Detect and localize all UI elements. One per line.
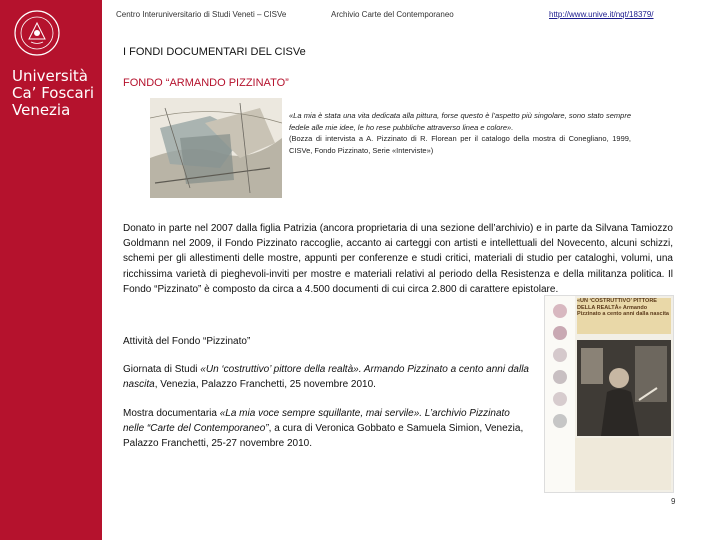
- event-title: «Un ‘costruttivo’ pittore della realtà». Armando Pizzinato a cento anni dalla nascita: [123, 364, 529, 390]
- quote-source: (Bozza di intervista a A. Pizzinato di R. Florean per il catalogo della mostra di Conegliano, 1999, CISVe, Fondo Pizzinato, Serie «Interviste»): [289, 134, 631, 155]
- poster-photo: [577, 340, 671, 436]
- event-details: , a cura di Veronica Gobbato e Samuela Simion, Venezia, Palazzo Franchetti, 25-27 novembre 2010.: [123, 423, 524, 449]
- university-name: [12, 68, 100, 119]
- event-item: [123, 362, 529, 392]
- fondo-title: FONDO “ARMANDO PIZZINATO”: [123, 77, 289, 89]
- poster-logo-strip: [545, 296, 575, 492]
- poster-text-block: [575, 438, 671, 490]
- quote-text: «La mia è stata una vita dedicata alla pittura, forse questo è l’aspetto più singolare, sono stato sempre fedele alle mie idee, le ho rese pubbliche attraverso linea e colore».: [289, 111, 631, 132]
- university-name-line1: Università: [12, 67, 88, 85]
- archive-url-link[interactable]: http://www.unive.it/nqt/18379/: [549, 10, 654, 19]
- poster-logo-icon: [553, 370, 567, 384]
- event-label: Mostra documentaria: [123, 408, 217, 419]
- university-name-line2: Ca’ Foscari: [12, 84, 95, 102]
- activities-title: Attività del Fondo “Pizzinato”: [123, 336, 251, 347]
- event-details: , Venezia, Palazzo Franchetti, 25 novembre 2010.: [154, 379, 376, 390]
- event-poster: [544, 295, 674, 493]
- fondo-description: Donato in parte nel 2007 dalla figlia Patrizia (ancora proprietaria di una sezione dell’archivio) e in parte da Silvana Tamiozzo Goldmann nel 2009, il Fondo Pizzinato raccoglie, accanto ai carteggi con artisti e intellettuali del Novecento, alcuni schizzi, schemi per gli allestimenti delle mostre, appunti per conferenze e studi critici, materiali di studio per cataloghi, volumi, una ricchissima varietà di pieghevoli-inviti per mostre e materiali relativi al periodo della Resistenza e della militanza politica. Il Fondo “Pizzinato” è composto da circa a 4.500 documenti di cui circa 2.800 di carattere epistolare.: [123, 223, 673, 295]
- poster-logo-icon: [553, 326, 567, 340]
- poster-logo-icon: [553, 414, 567, 428]
- center-name: Centro Interuniversitario di Studi Veneti – CISVe: [116, 10, 287, 19]
- university-seal-icon: [13, 9, 61, 57]
- university-sidebar: [0, 0, 102, 540]
- event-label: Giornata di Studi: [123, 364, 198, 375]
- poster-logo-icon: [553, 392, 567, 406]
- poster-logo-icon: [553, 348, 567, 362]
- poster-headline: «UN ‘COSTRUTTIVO’ PITTORE DELLA REALTÀ» Armando Pizzinato a cento anni dalla nascita: [577, 298, 671, 334]
- painting-image: [150, 98, 282, 198]
- poster-logo-icon: [553, 304, 567, 318]
- page-number: 9: [671, 497, 676, 506]
- university-name-line3: Venezia: [12, 101, 71, 119]
- event-title: «La mia voce sempre squillante, mai servile». L’archivio Pizzinato nelle “Carte del Contemporaneo”: [123, 408, 510, 434]
- event-item: [123, 406, 529, 451]
- section-title: I FONDI DOCUMENTARI DEL CISVe: [123, 46, 306, 58]
- archive-name: Archivio Carte del Contemporaneo: [331, 10, 454, 19]
- quote-block: [289, 110, 631, 156]
